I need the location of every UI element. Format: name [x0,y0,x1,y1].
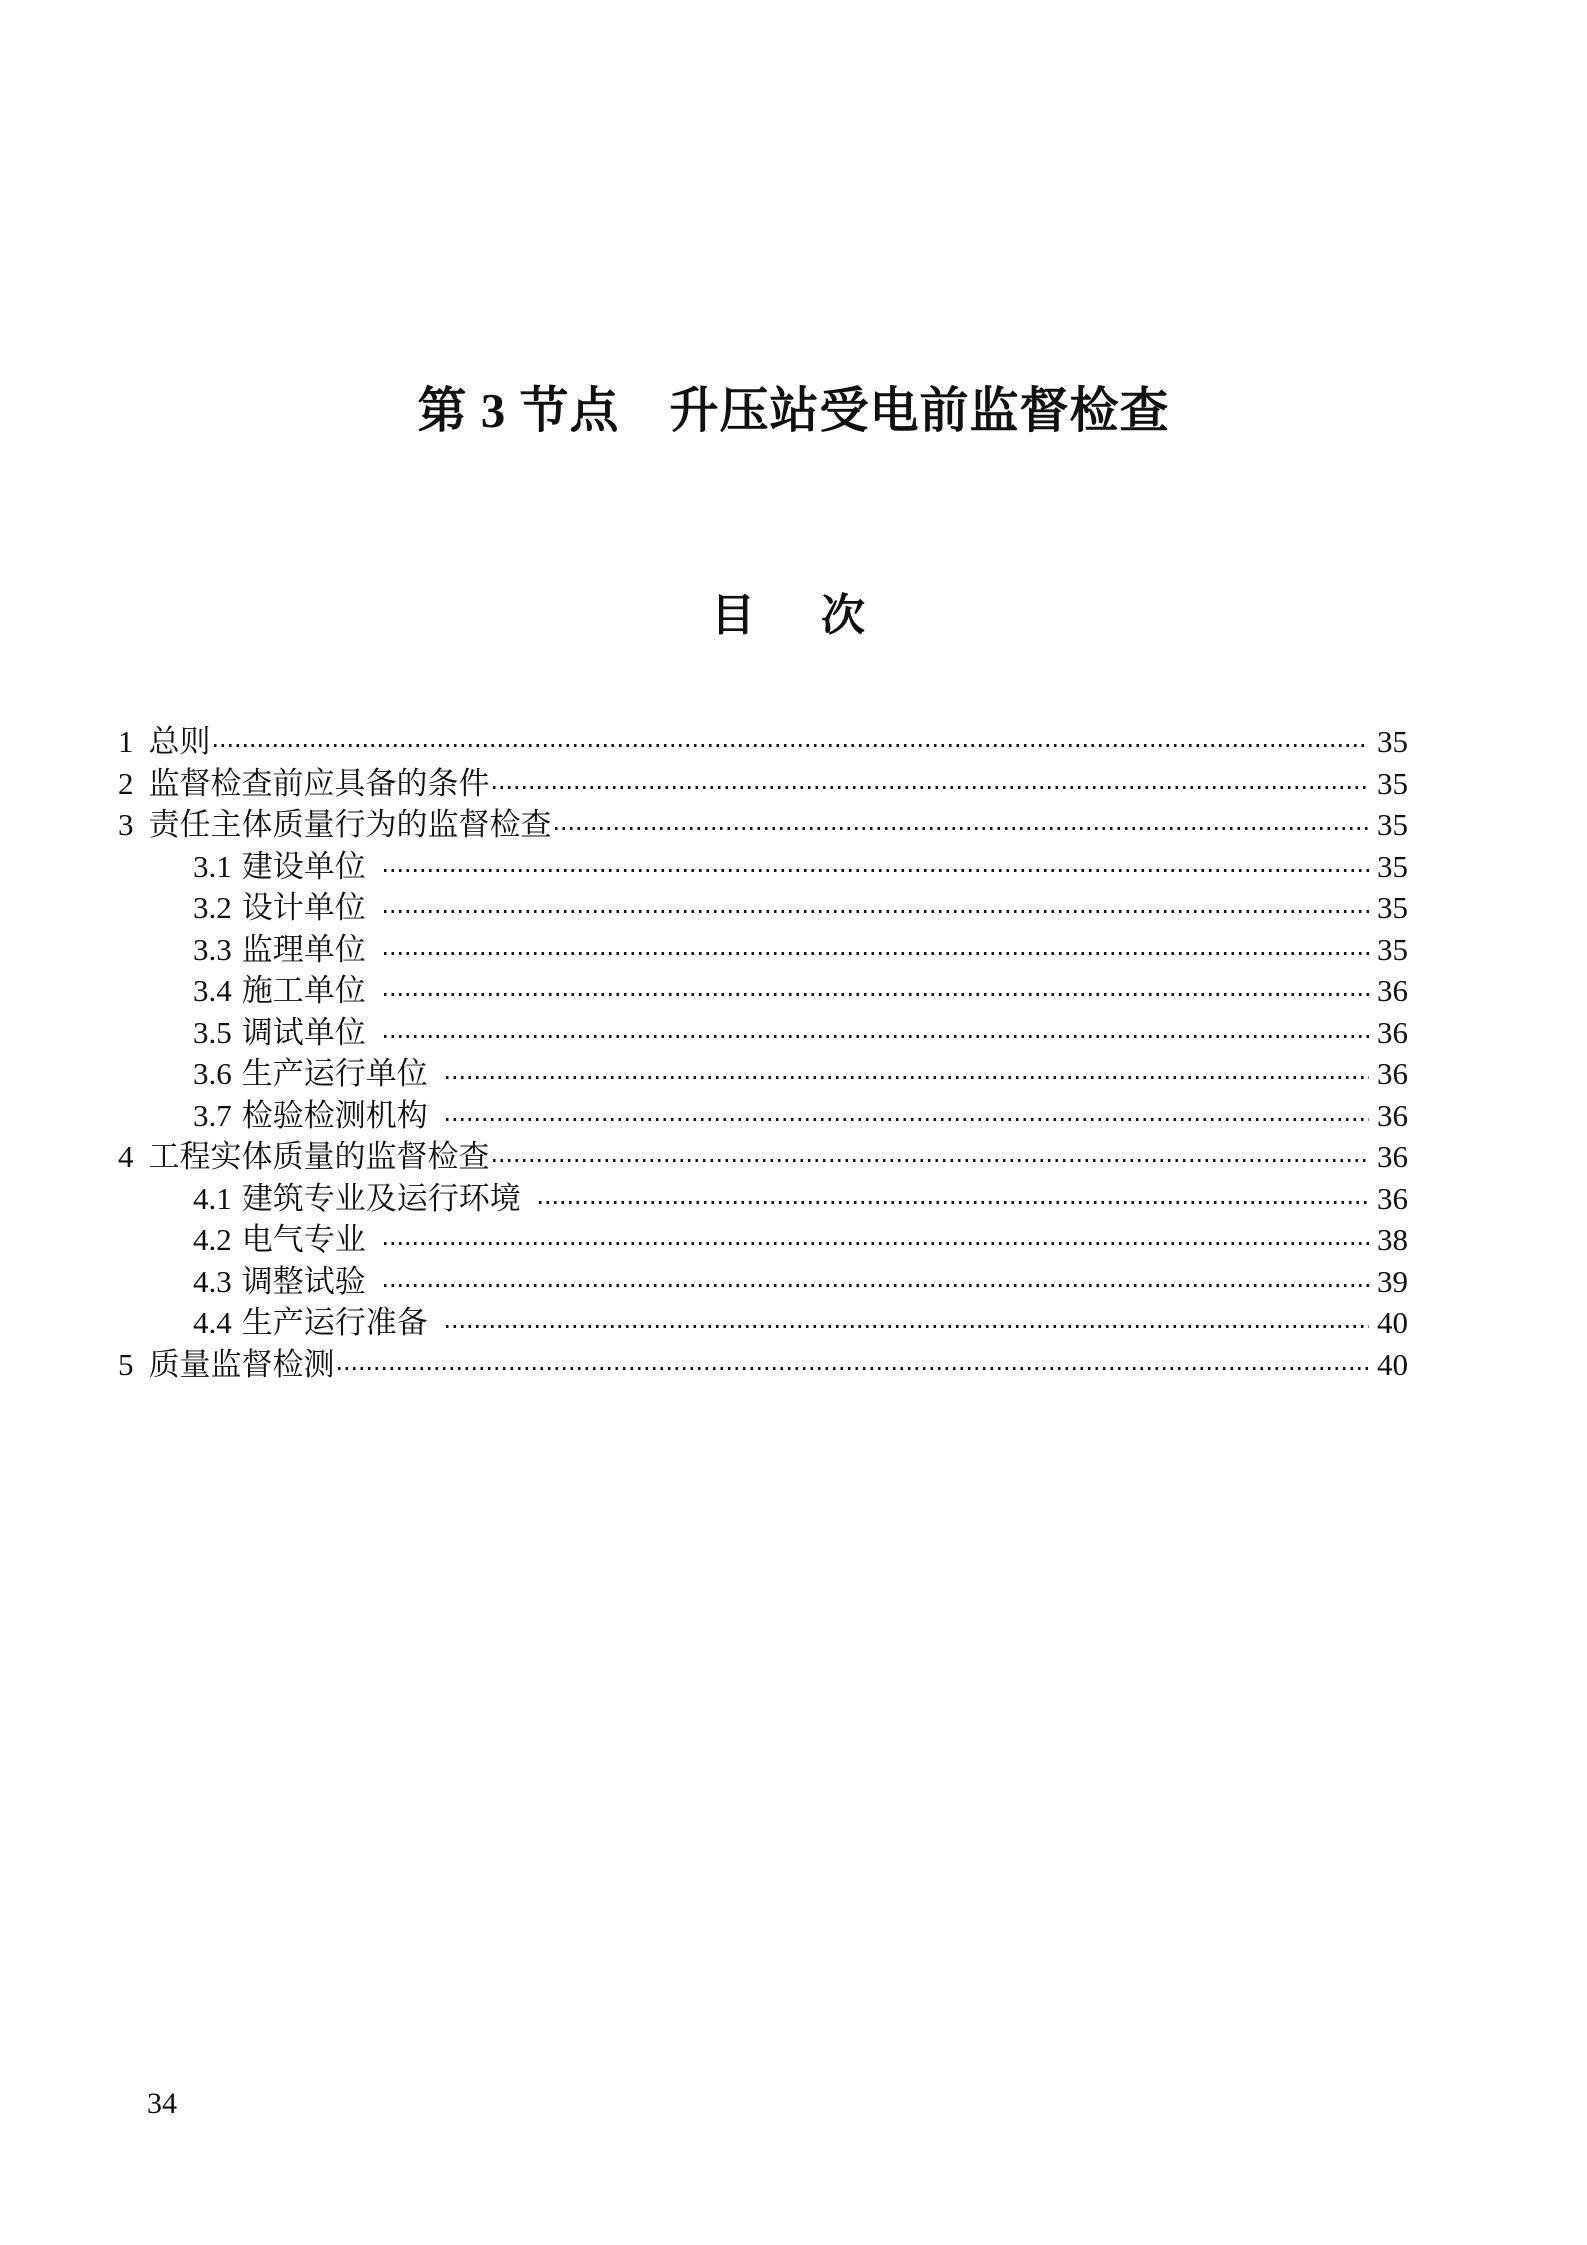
dot-leader [214,744,1370,747]
toc-entry-number: 3.3 [193,931,232,967]
toc-entry-label: 电气专业 [241,1222,366,1257]
toc-entry-page: 36 [1377,1139,1408,1174]
toc-entry-number: 3.1 [193,848,232,884]
toc-entry-label: 设计单位 [241,890,366,925]
toc-entry-page: 36 [1377,1056,1408,1091]
table-of-contents [118,721,1408,1385]
dot-leader [384,952,1369,955]
section-title: 第 3 节点 升压站受电前监督检查 [417,383,1170,438]
toc-entry-label: 生产运行准备 [241,1305,428,1340]
dot-leader [384,910,1369,913]
dot-leader [446,1076,1369,1079]
toc-entry-page: 35 [1377,890,1408,925]
toc-entry-page: 36 [1377,973,1408,1008]
toc-entry-page: 40 [1377,1346,1408,1382]
toc-entry-number: 3 [118,807,134,842]
toc-entry-label: 建设单位 [241,848,366,884]
toc-entry [118,887,1408,929]
toc-entry [118,721,1408,763]
toc-entry-page: 38 [1377,1222,1408,1257]
toc-entry [118,929,1408,971]
toc-entry-label: 监督检查前应具备的条件 [148,765,490,801]
toc-entry-page: 39 [1377,1263,1408,1299]
toc-entry [118,1261,1408,1303]
toc-entry-number: 4.4 [193,1305,232,1340]
toc-entry [118,970,1408,1012]
toc-entry-number: 4 [118,1139,134,1174]
toc-entry [118,1302,1408,1344]
toc-entry-number: 5 [118,1346,134,1382]
toc-entry-number: 3.7 [193,1097,232,1133]
toc-entry-number: 3.4 [193,973,232,1008]
dot-leader [493,786,1370,789]
toc-entry-label: 建筑专业及运行环境 [241,1180,521,1216]
toc-entry [118,763,1408,805]
toc-entry-page: 40 [1377,1305,1408,1340]
dot-leader [384,1284,1369,1287]
toc-entry-label: 总则 [148,724,211,759]
toc-entry-page: 36 [1377,1014,1408,1050]
toc-entry-page: 36 [1377,1180,1408,1216]
toc-entry [118,1219,1408,1261]
toc-entry [118,1053,1408,1095]
dot-leader [338,1367,1370,1370]
toc-entry [118,1136,1408,1178]
toc-entry-label: 监理单位 [241,931,366,967]
dot-leader [384,869,1369,872]
toc-entry-number: 3.2 [193,890,232,925]
toc-entry-label: 责任主体质量行为的监督检查 [148,807,552,842]
toc-entry-label: 施工单位 [241,973,366,1008]
toc-entry-page: 35 [1377,765,1408,801]
toc-entry [118,804,1408,846]
toc-entry [118,1178,1408,1220]
toc-entry [118,1095,1408,1137]
toc-entry [118,1012,1408,1054]
dot-leader [493,1159,1370,1162]
toc-entry-label: 质量监督检测 [148,1346,335,1382]
toc-entry-page: 35 [1377,807,1408,842]
toc-entry-page: 35 [1377,931,1408,967]
dot-leader [384,1242,1369,1245]
toc-entry-page: 35 [1377,848,1408,884]
toc-entry-label: 检验检测机构 [241,1097,428,1133]
toc-entry-number: 3.6 [193,1056,232,1091]
dot-leader [555,827,1370,830]
toc-entry-number: 1 [118,724,134,759]
toc-entry-number: 3.5 [193,1014,232,1050]
dot-leader [446,1118,1369,1121]
dot-leader [539,1201,1369,1204]
toc-entry-label: 生产运行单位 [241,1056,428,1091]
toc-entry-label: 调试单位 [241,1014,366,1050]
toc-entry-number: 4.1 [193,1180,232,1216]
toc-entry-label: 工程实体质量的监督检查 [148,1139,490,1174]
dot-leader [446,1325,1369,1328]
toc-heading: 目 次 [711,591,876,640]
toc-entry [118,846,1408,888]
toc-entry [118,1344,1408,1386]
footer-page-number: 34 [147,2087,177,2120]
toc-entry-number: 4.3 [193,1263,232,1299]
toc-entry-number: 2 [118,765,134,801]
toc-entry-page: 36 [1377,1097,1408,1133]
toc-entry-label: 调整试验 [241,1263,366,1299]
dot-leader [384,993,1369,996]
dot-leader [384,1035,1369,1038]
toc-entry-number: 4.2 [193,1222,232,1257]
toc-entry-page: 35 [1377,724,1408,759]
